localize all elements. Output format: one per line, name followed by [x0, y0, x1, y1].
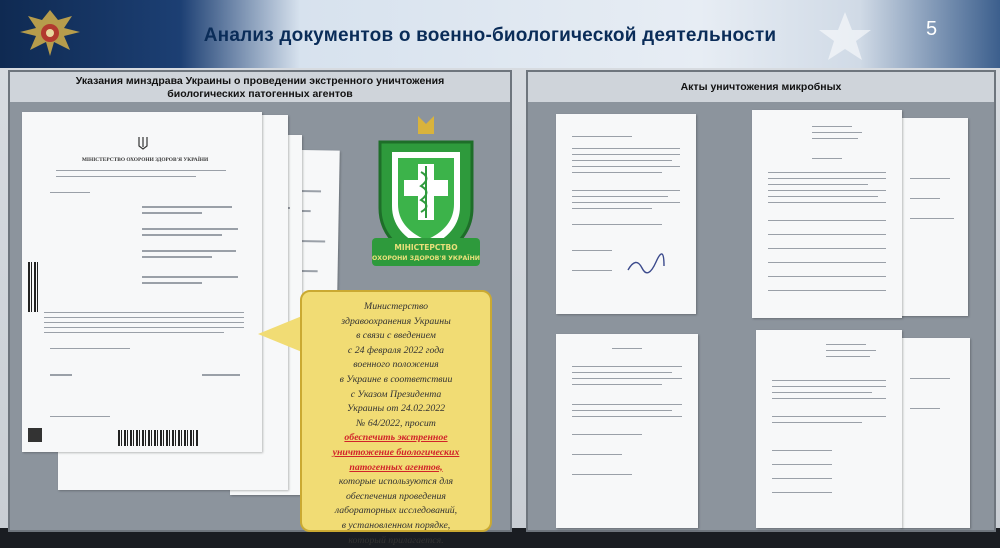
callout-line-lines_after-0: которые используются для [310, 475, 482, 490]
callout-line-lines_after-2: лабораторных исследований, [310, 504, 482, 519]
callout-line-lines_before-3: с 24 февраля 2022 года [310, 344, 482, 359]
callout-line-lines_red-2: патогенных агентов, [310, 461, 482, 476]
callout-line-lines_before-5: в Украине в соответствии [310, 373, 482, 388]
destruction-act-document-1 [556, 114, 696, 314]
document-barcode [118, 430, 198, 446]
health-ministry-crest-icon [366, 112, 486, 272]
slide-header-bar [0, 0, 1000, 68]
slide-title: Анализ документов о военно-биологической деятельности [170, 25, 810, 47]
trident-emblem-icon [138, 136, 148, 150]
destruction-act-document-2 [752, 110, 902, 318]
destruction-act-document-2b [900, 118, 968, 316]
slide-number: 5 [926, 18, 937, 41]
ministry-letter-document [22, 112, 262, 452]
callout-line-lines_before-2: в связи с введением [310, 329, 482, 344]
callout-line-lines_before-6: с Указом Президента [310, 388, 482, 403]
destruction-act-document-4 [756, 330, 902, 528]
callout-line-lines_before-1: здравоохранения Украины [310, 315, 482, 330]
callout-line-lines_after-1: обеспечения проведения [310, 490, 482, 505]
callout-line-lines_before-7: Украины от 24.02.2022 [310, 402, 482, 417]
ministry-emblem-icon [14, 6, 86, 60]
signature-icon [626, 254, 666, 274]
left-panel-caption [10, 72, 510, 102]
right-caption-text: Акты уничтожения микробных [528, 81, 994, 94]
callout-line-lines_red-1: уничтожение биологических [310, 446, 482, 461]
qr-code [28, 428, 42, 442]
callout-pointer [258, 316, 302, 352]
callout-line-lines_after-4: который прилагается. [310, 534, 482, 548]
callout-line-lines_before-8: № 64/2022, просит [310, 417, 482, 432]
callout-line-lines_before-0: Министерство [310, 300, 482, 315]
destruction-act-document-3 [556, 334, 698, 528]
crest-caption-line-1: МІНІСТЕРСТВО [394, 243, 457, 252]
callout-line-lines_before-4: военного положения [310, 358, 482, 373]
highlight-callout [300, 290, 492, 532]
crest-caption-line-2: ОХОРОНИ ЗДОРОВ'Я УКРАЇНИ [372, 253, 480, 262]
destruction-act-document-4b [900, 338, 970, 528]
callout-text [310, 300, 482, 548]
right-panel-caption [528, 72, 994, 102]
document-heading: МІНІСТЕРСТВО ОХОРОНИ ЗДОРОВ'Я УКРАЇНИ [52, 157, 238, 163]
callout-line-lines_red-0: обеспечить экстренное [310, 431, 482, 446]
callout-line-lines_after-3: в установленном порядке, [310, 519, 482, 534]
side-barcode [28, 262, 38, 312]
army-star-icon [815, 8, 875, 64]
left-caption-line-2: биологических патогенных агентов [10, 88, 510, 101]
left-caption-line-1: Указания минздрава Украины о проведении экстренного уничтожения [10, 75, 510, 88]
